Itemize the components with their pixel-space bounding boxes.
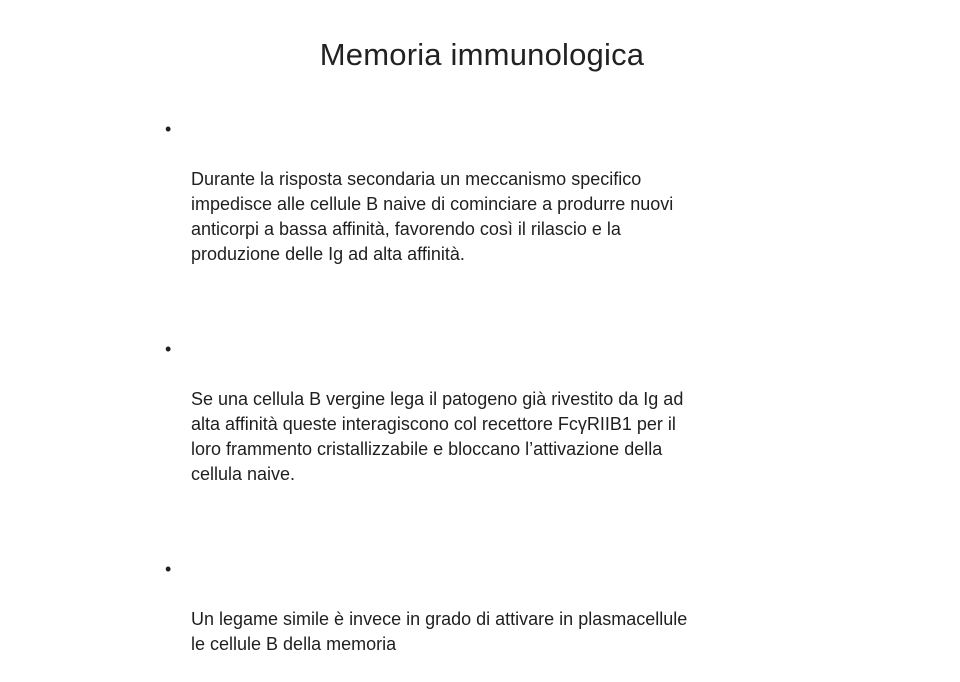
bullet-marker-icon: • [165,559,172,579]
slide-title: Memoria immunologica [319,37,645,72]
bullet-item-1 [165,117,805,292]
bullet-text-2: Se una cellula B vergine lega il patogeno già rivestito da Ig ad alta affinità queste interagiscono col recettore FcγRIIB1 per il loro frammento cristallizzabile e bloccano l’attivazione della cellula naive. [191,389,684,484]
bullet-text-1: Durante la risposta secondaria un meccanismo specifico impedisce alle cellule B naive di cominciare a produrre nuovi anticorpi a bassa affinità, favorendo così il rilascio e la produzione delle Ig ad alta affinità. [191,169,674,264]
bullet-marker-icon: • [165,119,172,139]
bullet-item-2 [165,337,805,512]
bullet-text-3: Un legame simile è invece in grado di attivare in plasmacellule le cellule B della memoria [191,609,688,654]
bullet-marker-icon: • [165,339,172,359]
bullet-list [165,117,805,682]
bullet-item-3 [165,557,805,682]
